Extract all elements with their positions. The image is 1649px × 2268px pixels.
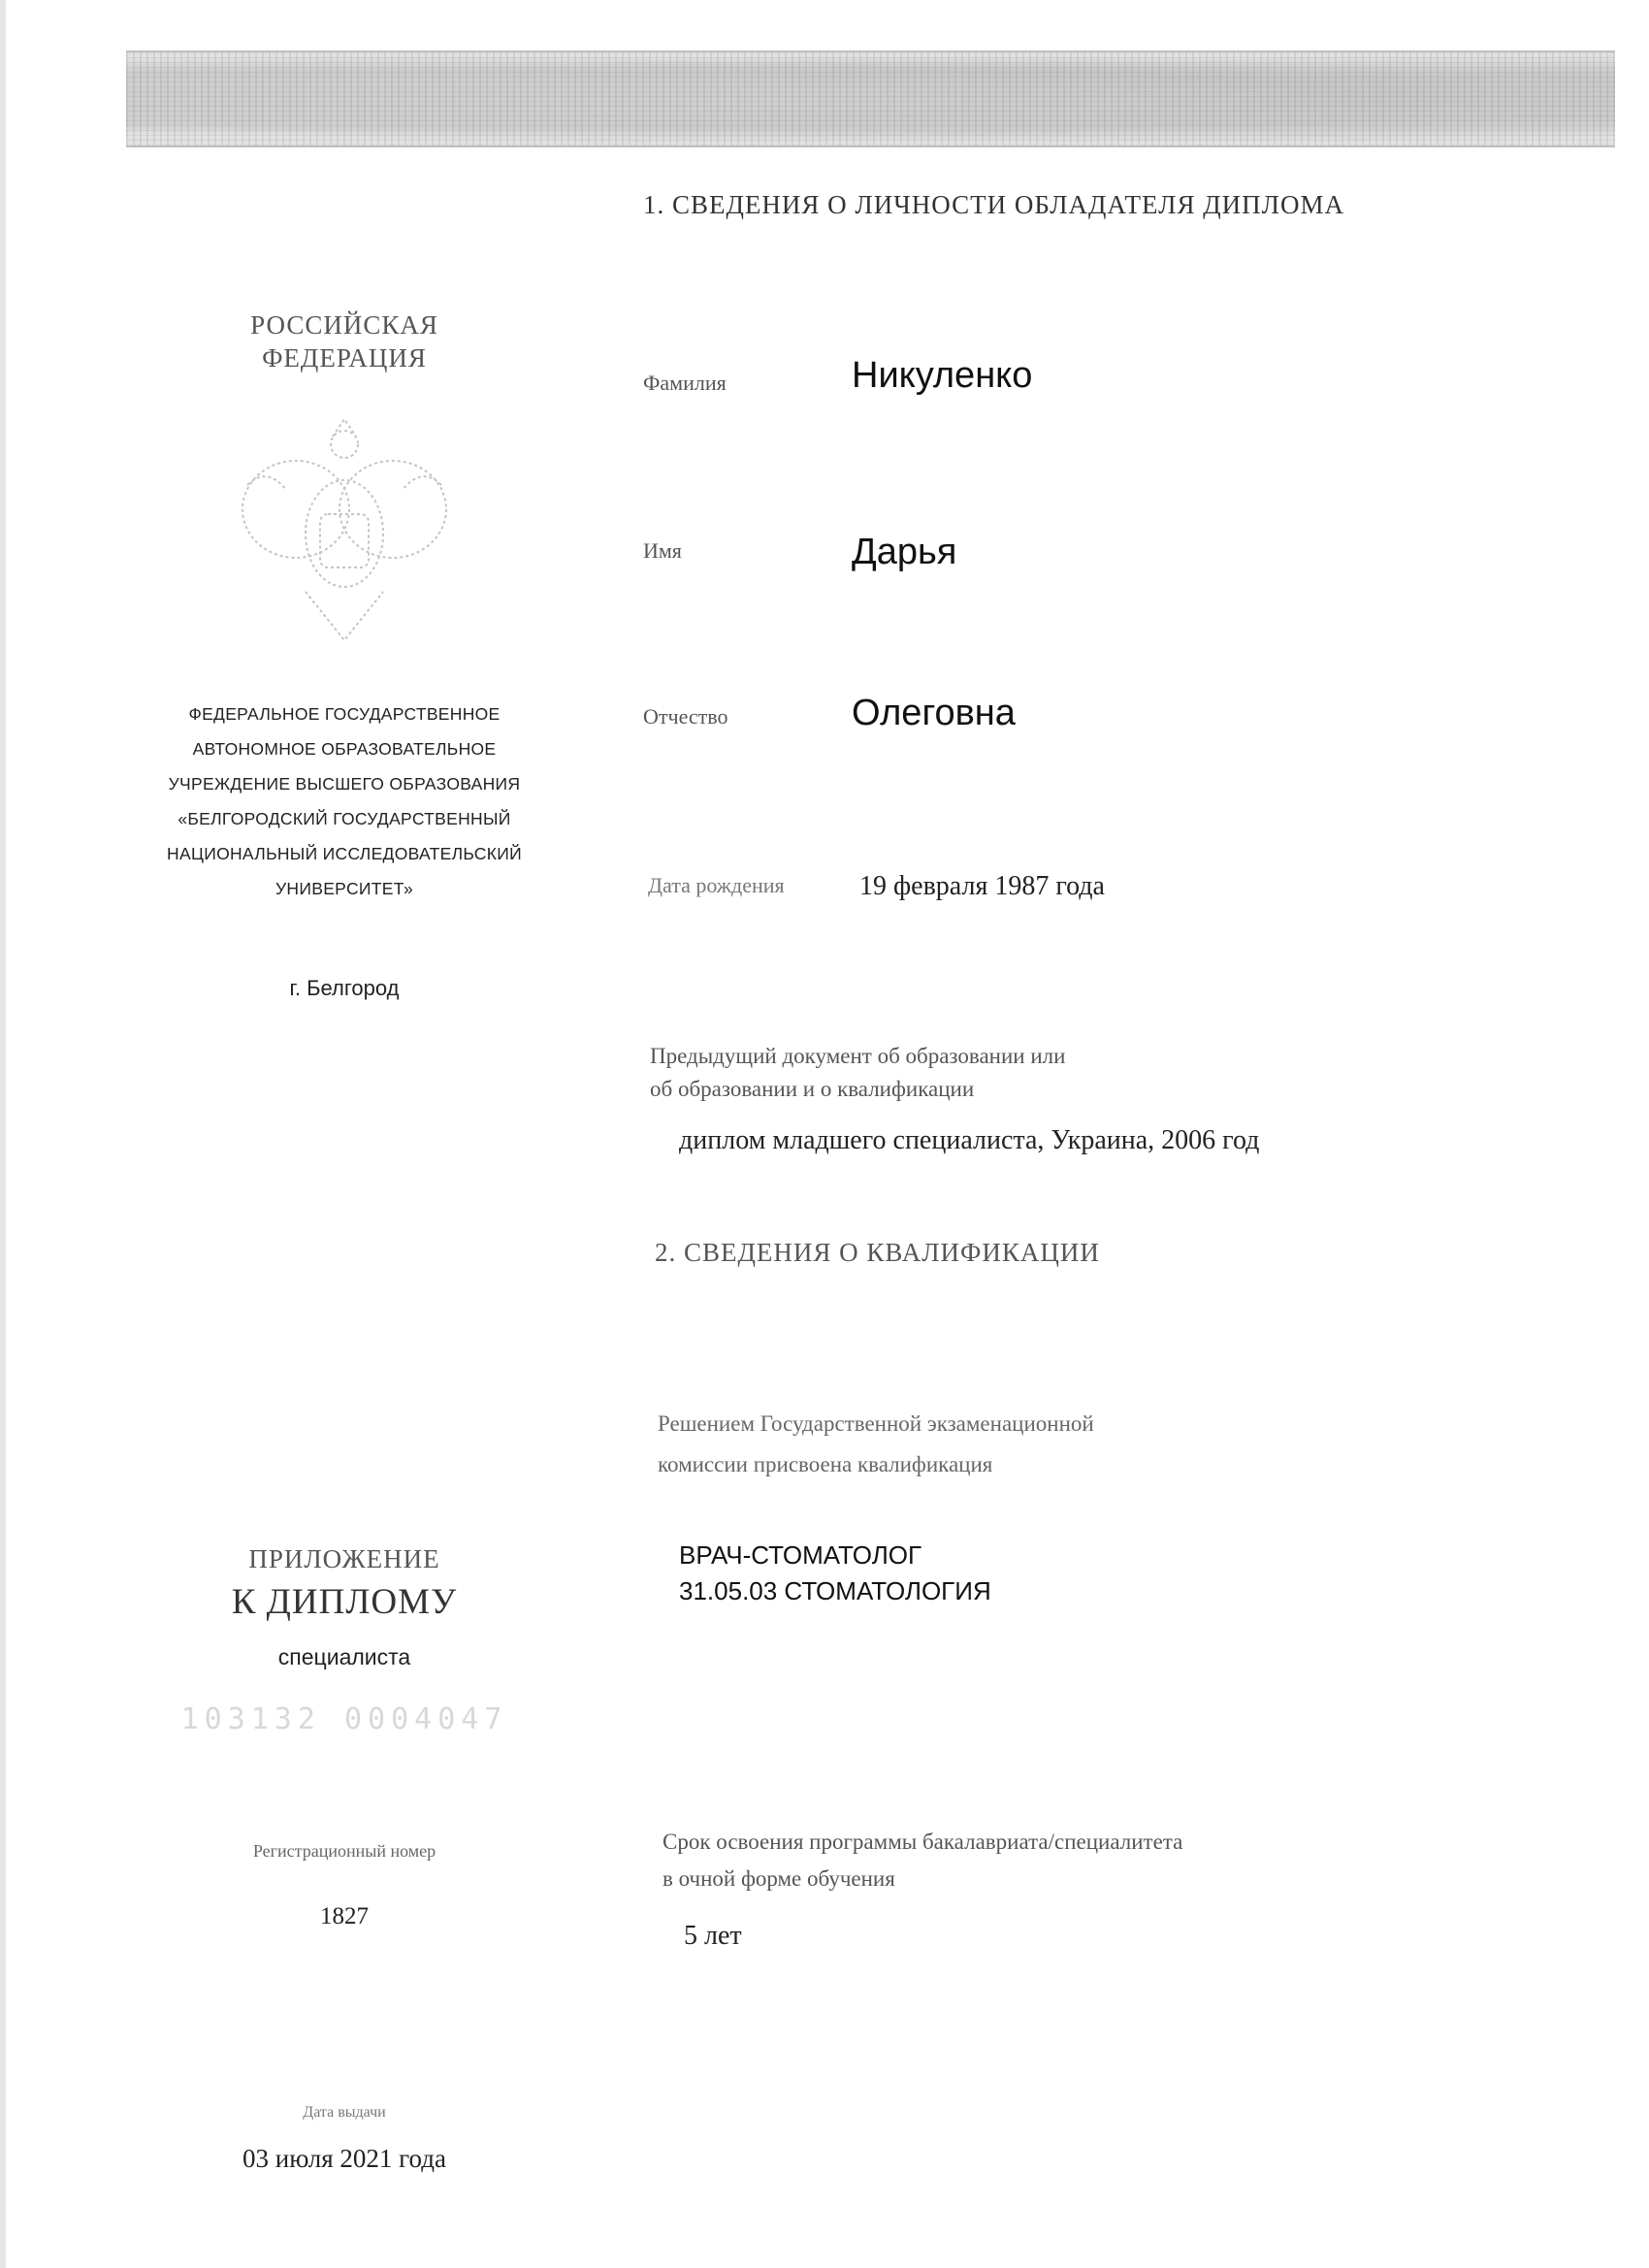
sheet-edge <box>0 0 6 2268</box>
institution-line: НАЦИОНАЛЬНЫЙ ИССЛЕДОВАТЕЛЬСКИЙ <box>167 844 522 863</box>
section1-title: 1. СВЕДЕНИЯ О ЛИЧНОСТИ ОБЛАДАТЕЛЯ ДИПЛОМА <box>643 190 1344 219</box>
institution-line: УЧРЕЖДЕНИЕ ВЫСШЕГО ОБРАЗОВАНИЯ <box>168 774 521 794</box>
serial-number: 103132 0004047 <box>180 1702 508 1736</box>
institution-line: «БЕЛГОРОДСКИЙ ГОСУДАРСТВЕННЫЙ <box>178 809 511 828</box>
qualification-decision-line1: Решением Государственной экзаменационной <box>658 1411 1094 1436</box>
appendix-title-line1: ПРИЛОЖЕНИЕ <box>248 1544 440 1573</box>
institution-line: АВТОНОМНОЕ ОБРАЗОВАТЕЛЬНОЕ <box>192 739 497 759</box>
study-term-value: 5 лет <box>684 1921 742 1951</box>
name-value: Дарья <box>852 532 957 572</box>
qualification-title: ВРАЧ-СТОМАТОЛОГ <box>679 1540 922 1570</box>
reg-number: 1827 <box>320 1903 369 1929</box>
country-line1: РОССИЙСКАЯ <box>250 310 438 340</box>
prev-doc-label-line2: об образовании и о квалификации <box>650 1077 975 1101</box>
patronymic-value: Олеговна <box>852 693 1016 733</box>
study-term-label-line1: Срок освоения программы бакалавриата/специалитета <box>663 1830 1183 1854</box>
prev-doc-label <box>650 1040 1065 1106</box>
appendix-title-line3: специалиста <box>277 1644 411 1669</box>
country-line2: ФЕДЕРАЦИЯ <box>262 343 427 373</box>
qualification-decision-line2: комиссии присвоена квалификация <box>658 1452 993 1476</box>
institution-name <box>146 697 543 906</box>
prev-doc-label-line1: Предыдущий документ об образовании или <box>650 1044 1066 1068</box>
issue-date-label: Дата выдачи <box>303 2104 386 2121</box>
russian-coat-of-arms-icon <box>228 407 461 650</box>
name-label: Имя <box>643 538 682 563</box>
security-banner <box>126 50 1615 147</box>
qualification-value <box>679 1538 991 1609</box>
issue-date: 03 июля 2021 года <box>242 2144 446 2173</box>
reg-number-label: Регистрационный номер <box>252 1841 436 1861</box>
country-name <box>146 308 543 374</box>
patronymic-label: Отчество <box>643 704 728 729</box>
section2-title: 2. СВЕДЕНИЯ О КВАЛИФИКАЦИИ <box>655 1238 1100 1267</box>
birth-date-label: Дата рождения <box>648 873 785 897</box>
institution-line: УНИВЕРСИТЕТ» <box>275 879 413 898</box>
appendix-title-line2: К ДИПЛОМУ <box>231 1582 458 1622</box>
prev-doc-value: диплом младшего специалиста, Украина, 2006 год <box>679 1125 1260 1155</box>
institution-line: ФЕДЕРАЛЬНОЕ ГОСУДАРСТВЕННОЕ <box>188 704 501 724</box>
birth-date-value: 19 февраля 1987 года <box>859 871 1105 901</box>
qualification-specialty: 31.05.03 СТОМАТОЛОГИЯ <box>679 1576 991 1605</box>
study-term-label <box>663 1824 1182 1897</box>
qualification-decision <box>658 1404 1094 1485</box>
study-term-label-line2: в очной форме обучения <box>663 1866 895 1891</box>
surname-label: Фамилия <box>643 371 727 395</box>
surname-value: Никуленко <box>852 355 1033 396</box>
city: г. Белгород <box>289 976 400 1000</box>
